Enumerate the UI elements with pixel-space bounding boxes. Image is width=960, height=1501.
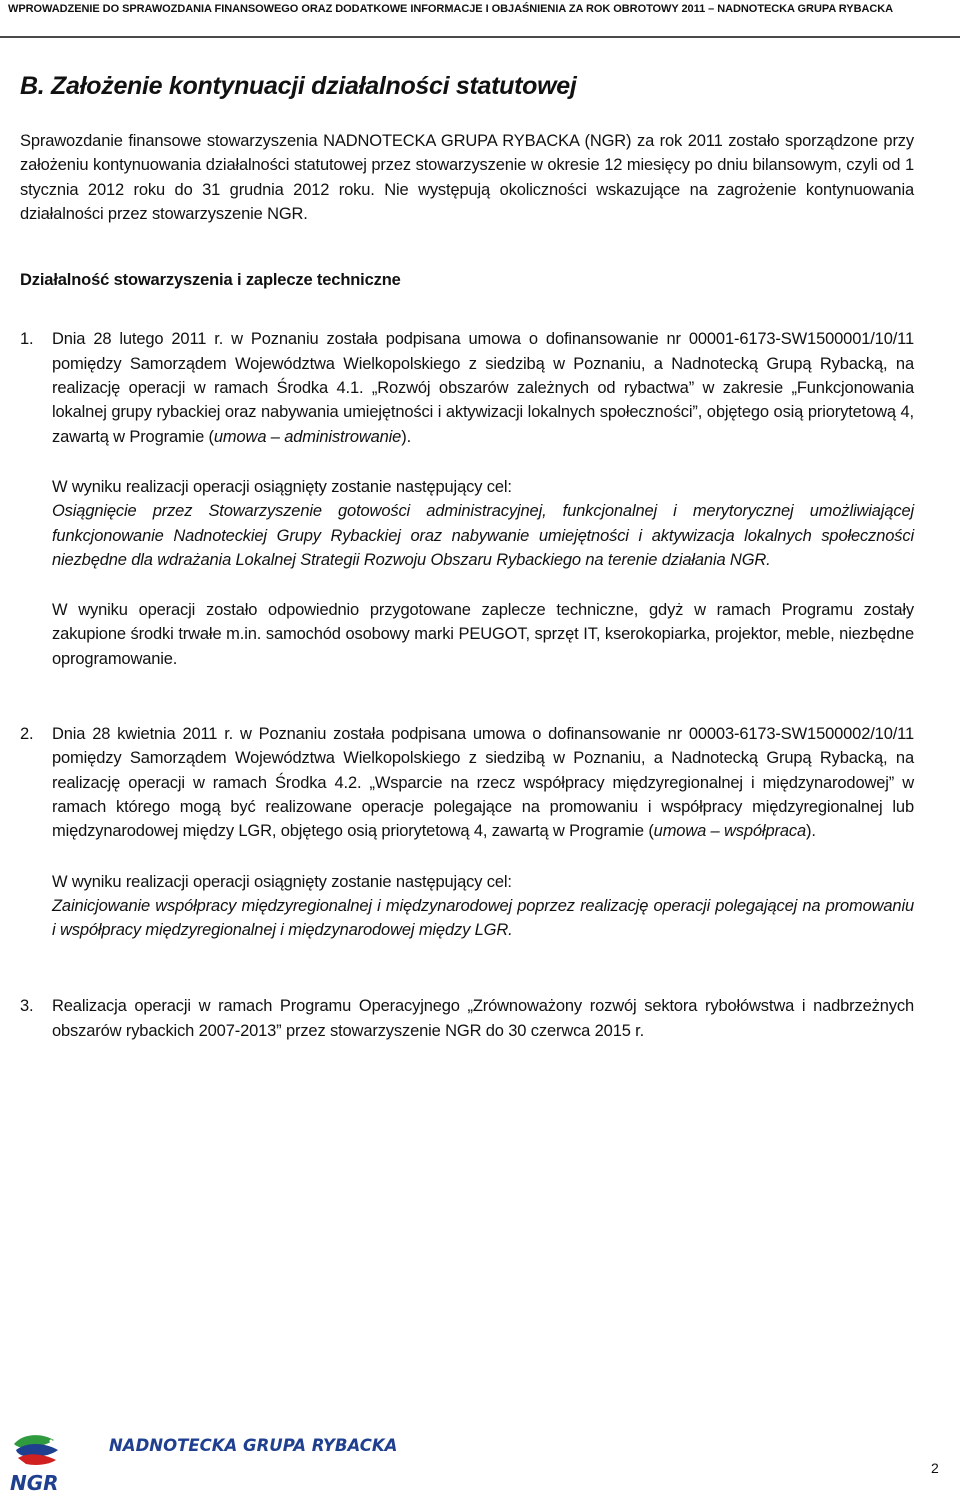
list-item-text-end: ). [401, 427, 411, 446]
list-item-text-end: ). [805, 822, 816, 841]
goal-text: Zainicjowanie współpracy międzyregionalnej i międzynarodowej poprzez realizację operacji polegającej na promowaniu i współpracy międzyregionalnej i międzynarodowej między LGR. [52, 896, 914, 940]
list-item-number: 2. [20, 725, 34, 744]
list-item [20, 327, 914, 671]
technical-equipment-paragraph: W wyniku operacji zostało odpowiednio przygotowane zaplecze techniczne, gdyż w ramach Programu zostały zakupione środki trwałe m.in. samochód osobowy marki PEUGOT, sprzęt IT, kserokopiarka, projektor, meble, niezbędne oprogramowanie. [52, 601, 914, 668]
list-item [20, 722, 914, 942]
list-item-text: Realizacja operacji w ramach Programu Operacyjnego „Zrównoważony rozwój sektora rybołówstwa i nadbrzeżnych obszarów rybackich 2007-2013” przez stowarzyszenie NGR do 30 czerwca 2015 r. [52, 997, 914, 1040]
header-rule [0, 36, 960, 38]
subsection-heading: Działalność stowarzyszenia i zaplecze techniczne [20, 271, 401, 290]
running-header [0, 0, 960, 40]
goal-text: Osiągnięcie przez Stowarzyszenie gotowości administracyjnej, funkcjonalnej i merytorycznej umożliwiającej funkcjonowanie Nadnoteckiej Grupy Rybackiej oraz nabywanie umiejętności i aktywizacja lokalnych społeczności niezbędne dla wdrażania Lokalnej Strategii Rozwoju Obszaru Rybackiego na terenie działania NGR. [52, 502, 914, 569]
section-title: B. Założenie kontynuacji działalności statutowej [20, 72, 577, 100]
page-number: 2 [931, 1460, 939, 1476]
list-item-text-main: Dnia 28 kwietnia 2011 r. w Poznaniu została podpisana umowa o dofinansowanie nr 00003-6173-SW1500002/10/11 pomiędzy Samorządem Województwa Wielkopolskiego z siedzibą w Poznaniu, a Nadnotecką Grupą Rybacką, na realizację operacji w ramach Środka 4.2. „Wsparcie na rzecz współpracy międzyregionalnej i międzynarodowej” w ramach którego mogą być realizowane operacje polegające na promowaniu i współpracy międzyregionalnej lub międzynarodowej między LGR, objętego osią priorytetową 4, zawartą w Programie ( [52, 725, 914, 841]
result-intro: W wyniku realizacji operacji osiągnięty zostanie następujący cel: [52, 477, 512, 496]
fish-logo-icon [8, 1430, 64, 1494]
list-item-text-main: Dnia 28 lutego 2011 r. w Poznaniu została podpisana umowa o dofinansowanie nr 00001-6173-SW1500001/10/11 pomiędzy Samorządem Województwa Wielkopolskiego z siedzibą w Poznaniu, a Nadnotecką Grupą Rybacką, na realizację operacji w ramach Środka 4.1. „Rozwój obszarów zależnych od rybactwa” w zakresie „Funkcjonowania lokalnej grupy rybackiej oraz nabywania umiejętności i aktywizacji lokalnych społeczności”, objętego osią priorytetową 4, zawartą w Programie ( [52, 330, 914, 446]
running-header-title: WPROWADZENIE DO SPRAWOZDANIA FINANSOWEGO ORAZ DODATKOWE INFORMACJE I OBJAŚNIENIA ZA ROK OBROTOWY 2011 – NADNOTECKA GRUPA RYBACKA [8, 3, 894, 15]
list-item [20, 994, 914, 1043]
list-item-text [52, 722, 914, 843]
footer-organization-name: NADNOTECKA GRUPA RYBACKA [109, 1436, 398, 1455]
list-item-number: 3. [20, 997, 34, 1016]
intro-paragraph: Sprawozdanie finansowe stowarzyszenia NADNOTECKA GRUPA RYBACKA (NGR) za rok 2011 zostało sporządzone przy założeniu kontynuowania działalności statutowej przez stowarzyszenie w okresie 12 miesięcy po dniu bilansowym, czyli od 1 stycznia 2012 roku do 31 grudnia 2012 roku. Nie występują okoliczności wskazujące na zagrożenie kontynuowania działalności przez stowarzyszenie NGR. [20, 132, 914, 223]
footer-logo-text: NGR [10, 1471, 59, 1494]
list-item-text-italic: umowa – administrowanie [213, 427, 402, 446]
list-item-number: 1. [20, 330, 34, 349]
page-footer [0, 1400, 960, 1501]
result-intro: W wyniku realizacji operacji osiągnięty zostanie następujący cel: [52, 872, 512, 891]
page-content [20, 70, 914, 1043]
list-item-text [52, 327, 914, 448]
list-item-text-italic: umowa – współpraca [653, 822, 806, 841]
